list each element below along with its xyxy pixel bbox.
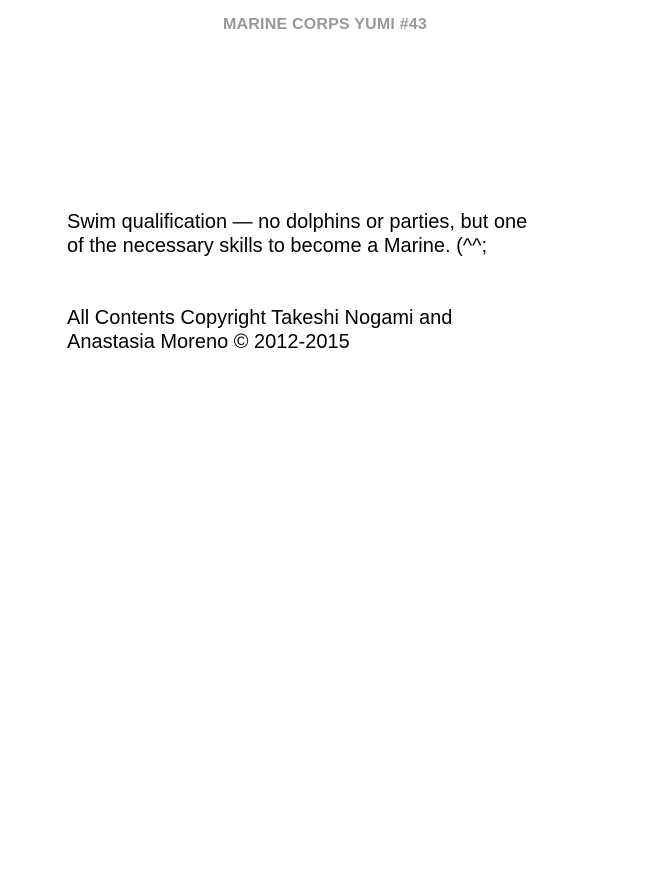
caption-text	[67, 210, 567, 258]
page-title: MARINE CORPS YUMI #43	[223, 16, 427, 33]
copyright-line-2: Anastasia Moreno © 2012-2015	[67, 331, 350, 353]
caption-line-2: of the necessary skills to become a Marine. (^^;	[67, 235, 488, 257]
copyright-line-1: All Contents Copyright Takeshi Nogami and	[67, 307, 453, 329]
caption-line-1: Swim qualification — no dolphins or parties, but one	[67, 211, 528, 233]
copyright-notice	[67, 306, 567, 354]
